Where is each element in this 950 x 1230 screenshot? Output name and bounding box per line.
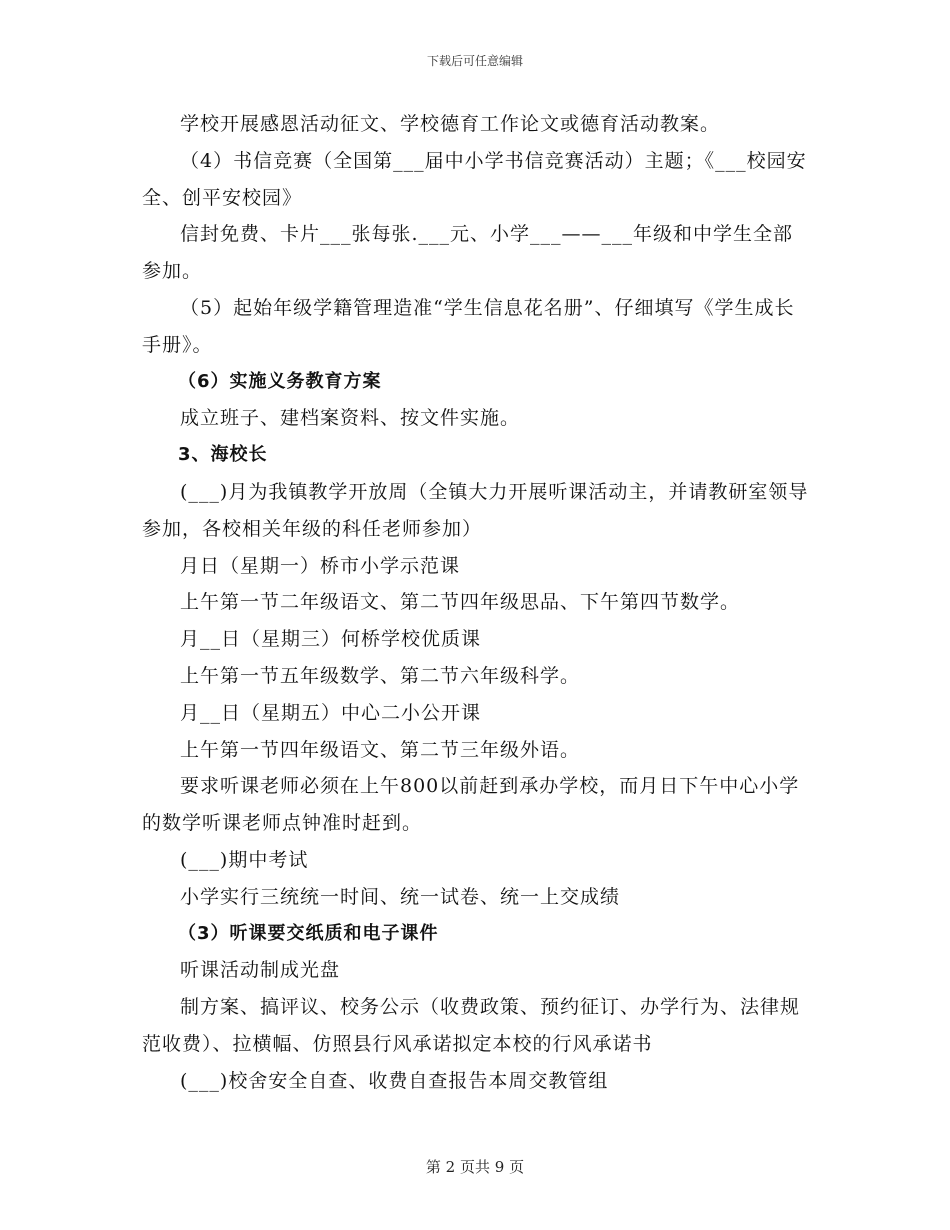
paragraph: 月日（星期一）桥市小学示范课 [180,554,461,577]
paragraph: (___)月为我镇教学开放周（全镇大力开展听课活动主，并请教研室领导参加，各校相关年级的科任老师参加） [142,480,809,540]
paragraph: (___)校舍安全自查、收费自查报告本周交教管组 [180,1069,609,1092]
paragraph: 制方案、搞评议、校务公示（收费政策、预约征订、办学行为、法律规范收费）、拉横幅、仿照县行风承诺拟定本校的行风承诺书 [142,996,801,1055]
paragraph: 月__日（星期三）何桥学校优质课 [180,628,482,651]
document-body [142,106,810,1100]
paragraph: （4）书信竞赛（全国第___届中小学书信竞赛活动）主题；《___校园安全、创平安校园》 [142,149,807,209]
paragraph: (___)期中考试 [180,848,309,871]
paragraph: 月__日（星期五）中心二小公开课 [180,701,482,724]
paragraph: 小学实行三统统一时间、统一试卷、统一上交成绩 [180,885,621,908]
section-heading: （3）听课要交纸质和电子课件 [178,922,439,944]
page-header: 下载后可任意编辑 [426,54,523,68]
paragraph: 成立班子、建档案资料、按文件实施。 [180,407,521,430]
section-heading: 3、海校长 [178,444,268,466]
paragraph: 上午第一节五年级数学、第二节六年级科学。 [180,664,581,687]
page-footer: 第 2 页共 9 页 [425,1158,525,1176]
paragraph: 学校开展感恩活动征文、学校德育工作论文或德育活动教案。 [180,113,721,135]
paragraph: 要求听课老师必须在上午800以前赶到承办学校，而月日下午中心小学的数学听课老师点钟准时赶到。 [142,775,800,835]
paragraph: （5）起始年级学籍管理造准“学生信息花名册”、仔细填写《学生成长手册》。 [142,296,795,356]
section-heading: （6）实施义务教育方案 [178,370,382,392]
paragraph: 上午第一节四年级语文、第二节三年级外语。 [180,738,581,761]
paragraph: 信封免费、卡片___张每张.___元、小学___——___年级和中学生全部参加。 [142,223,794,283]
paragraph: 上午第一节二年级语文、第二节四年级思品、下午第四节数学。 [180,591,741,614]
paragraph: 听课活动制成光盘 [180,959,341,982]
